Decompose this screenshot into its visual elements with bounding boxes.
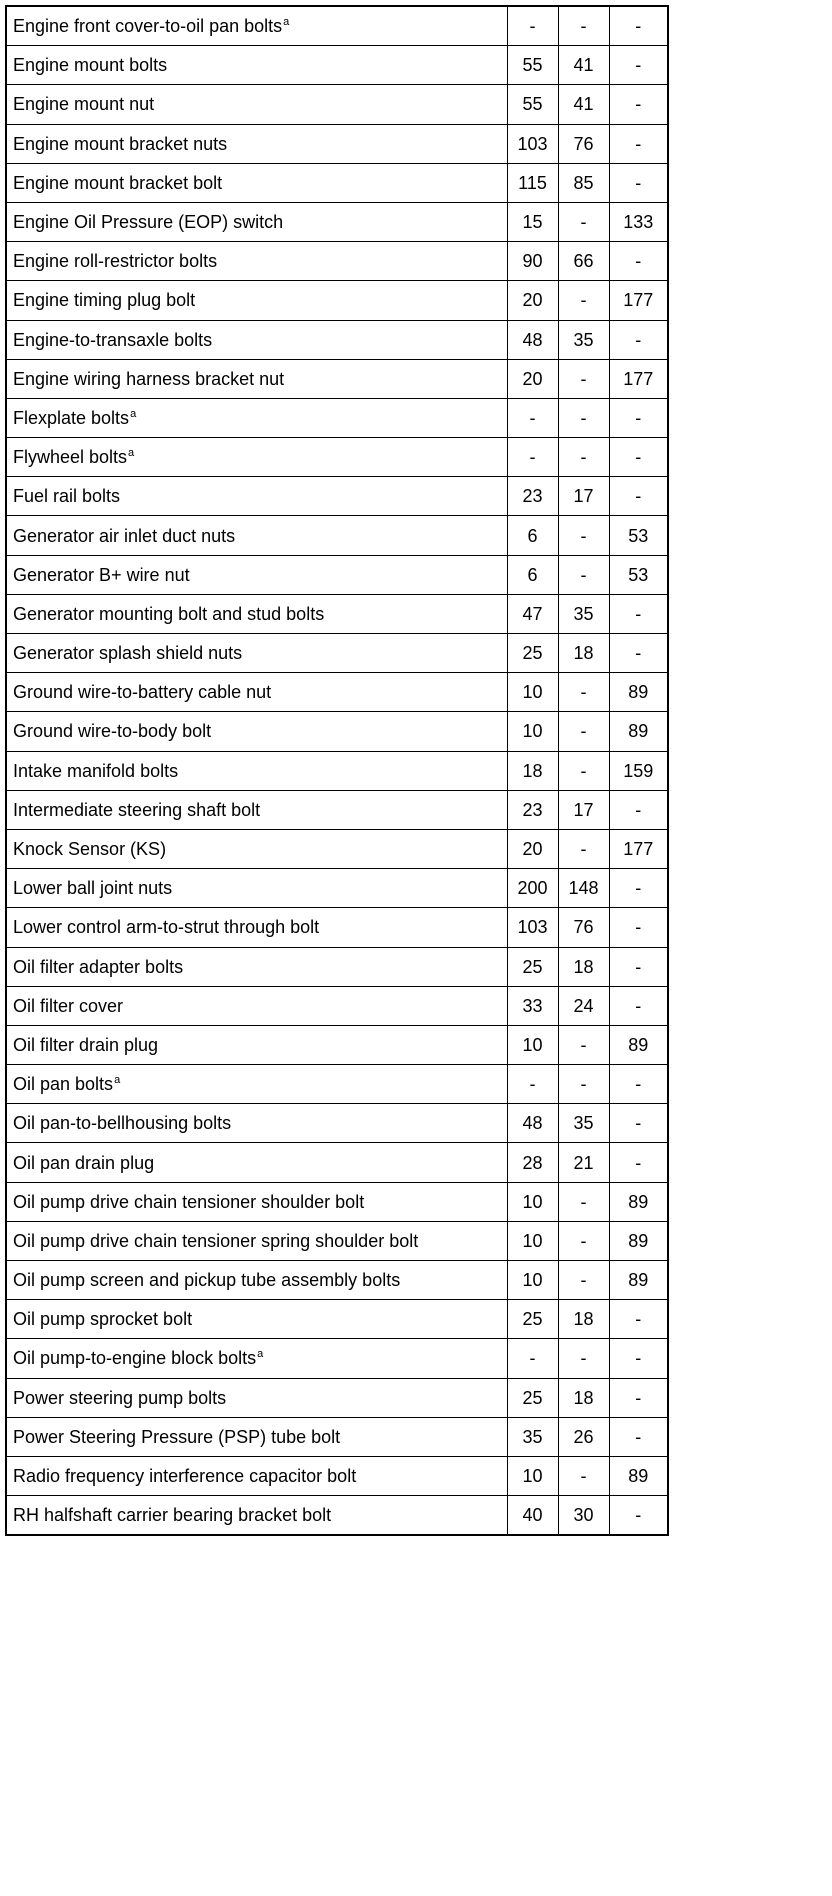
torque-lbft-cell: 18 [558,1378,609,1417]
torque-lbin-cell: - [609,1065,668,1104]
torque-lbft-cell: 148 [558,869,609,908]
torque-lbin-cell: - [609,6,668,46]
torque-nm-cell: 10 [507,712,558,751]
torque-lbin-cell: - [609,1300,668,1339]
torque-lbin-cell: 177 [609,829,668,868]
component-name: Ground wire-to-body bolt [13,721,212,742]
component-name-cell [6,1496,507,1536]
component-name: Intake manifold bolts [13,760,179,781]
table-row [6,1496,668,1536]
torque-lbin-cell: - [609,594,668,633]
torque-lbin-cell: - [609,1143,668,1182]
torque-lbft-cell: 35 [558,320,609,359]
torque-nm-cell: 18 [507,751,558,790]
footnote-marker: a [283,16,290,29]
torque-lbft-cell: 35 [558,1104,609,1143]
component-name-cell [6,242,507,281]
component-name-cell [6,1417,507,1456]
component-name-cell [6,869,507,908]
component-name-cell [6,124,507,163]
torque-nm-cell: 23 [507,790,558,829]
torque-lbin-cell: 89 [609,1261,668,1300]
torque-lbft-cell: - [558,751,609,790]
torque-nm-cell: 25 [507,1300,558,1339]
torque-lbft-cell: - [558,1025,609,1064]
table-row [6,908,668,947]
torque-lbft-cell: 26 [558,1417,609,1456]
table-row [6,790,668,829]
torque-lbin-cell: - [609,1496,668,1536]
torque-nm-cell: 33 [507,986,558,1025]
table-row [6,398,668,437]
component-name-cell [6,790,507,829]
torque-lbft-cell: 17 [558,790,609,829]
torque-nm-cell: 103 [507,124,558,163]
component-name-cell [6,6,507,46]
component-name: Oil pan-to-bellhousing bolts [13,1113,232,1134]
torque-spec-table [5,5,669,1536]
table-row [6,751,668,790]
component-name: Lower ball joint nuts [13,878,173,899]
component-name-cell [6,1261,507,1300]
torque-nm-cell: 10 [507,1261,558,1300]
component-name-cell [6,202,507,241]
footnote-marker: a [130,407,137,420]
table-row [6,202,668,241]
torque-lbft-cell: - [558,555,609,594]
component-name: Generator B+ wire nut [13,564,190,585]
torque-nm-cell: 48 [507,320,558,359]
table-row [6,673,668,712]
torque-nm-cell: 10 [507,1182,558,1221]
component-name: Power steering pump bolts [13,1387,227,1408]
torque-lbft-cell: 76 [558,908,609,947]
table-row [6,986,668,1025]
component-name-cell [6,46,507,85]
torque-nm-cell: 90 [507,242,558,281]
table-row [6,6,668,46]
table-row [6,1065,668,1104]
table-row [6,947,668,986]
torque-nm-cell: 15 [507,202,558,241]
component-name-cell [6,1300,507,1339]
component-name-cell [6,477,507,516]
component-name: Flexplate bolts [13,407,130,428]
torque-nm-cell: 10 [507,673,558,712]
torque-lbin-cell: - [609,947,668,986]
torque-nm-cell: 20 [507,281,558,320]
torque-nm-cell: - [507,6,558,46]
table-row [6,1261,668,1300]
torque-lbft-cell: - [558,1261,609,1300]
component-name-cell [6,712,507,751]
table-row [6,46,668,85]
table-row [6,1221,668,1260]
component-name-cell [6,281,507,320]
torque-lbin-cell: - [609,869,668,908]
component-name: Oil pump sprocket bolt [13,1309,193,1330]
torque-lbin-cell: 89 [609,1456,668,1495]
torque-lbft-cell: 66 [558,242,609,281]
component-name-cell [6,555,507,594]
table-row [6,869,668,908]
component-name: Engine mount bolts [13,55,168,76]
component-name: Engine timing plug bolt [13,290,196,311]
component-name-cell [6,438,507,477]
torque-nm-cell: 20 [507,359,558,398]
component-name: Engine mount bracket nuts [13,133,228,154]
torque-lbin-cell: - [609,320,668,359]
component-name-cell [6,908,507,947]
component-name: Generator splash shield nuts [13,643,243,664]
table-row [6,1456,668,1495]
torque-lbin-cell: - [609,908,668,947]
component-name-cell [6,1182,507,1221]
torque-lbin-cell: 177 [609,281,668,320]
component-name: Engine Oil Pressure (EOP) switch [13,212,284,233]
torque-lbin-cell: - [609,986,668,1025]
torque-lbft-cell: - [558,829,609,868]
table-row [6,124,668,163]
component-name-cell [6,1456,507,1495]
torque-lbft-cell: - [558,1339,609,1378]
table-row [6,1143,668,1182]
component-name: Oil pan bolts [13,1074,114,1095]
torque-lbin-cell: - [609,477,668,516]
table-row [6,477,668,516]
component-name: Generator mounting bolt and stud bolts [13,603,325,624]
torque-lbft-cell: 41 [558,46,609,85]
torque-lbin-cell: 177 [609,359,668,398]
torque-nm-cell: - [507,398,558,437]
component-name-cell [6,359,507,398]
torque-lbin-cell: - [609,1339,668,1378]
torque-lbin-cell: - [609,1104,668,1143]
torque-lbft-cell: 30 [558,1496,609,1536]
component-name-cell [6,1065,507,1104]
torque-lbft-cell: 21 [558,1143,609,1182]
component-name-cell [6,634,507,673]
torque-lbft-cell: - [558,1221,609,1260]
torque-lbft-cell: - [558,1065,609,1104]
component-name-cell [6,986,507,1025]
component-name-cell [6,320,507,359]
torque-nm-cell: 40 [507,1496,558,1536]
component-name: Oil pump-to-engine block bolts [13,1348,257,1369]
torque-lbft-cell: 17 [558,477,609,516]
component-name: Engine mount nut [13,94,155,115]
torque-lbft-cell: 35 [558,594,609,633]
torque-nm-cell: 6 [507,516,558,555]
table-row [6,829,668,868]
torque-lbft-cell: - [558,359,609,398]
torque-lbft-cell: - [558,1456,609,1495]
component-name: Oil pan drain plug [13,1152,155,1173]
component-name: Oil pump drive chain tensioner shoulder bolt [13,1191,365,1212]
torque-lbin-cell: - [609,398,668,437]
torque-lbin-cell: - [609,438,668,477]
component-name: Engine roll-restrictor bolts [13,251,218,272]
torque-nm-cell: 6 [507,555,558,594]
torque-lbin-cell: - [609,163,668,202]
table-row [6,594,668,633]
footnote-marker: a [128,447,135,460]
torque-nm-cell: - [507,1339,558,1378]
torque-lbft-cell: 85 [558,163,609,202]
component-name-cell [6,516,507,555]
torque-nm-cell: 48 [507,1104,558,1143]
component-name-cell [6,1025,507,1064]
table-row [6,712,668,751]
footnote-marker: a [114,1074,121,1087]
torque-nm-cell: - [507,1065,558,1104]
torque-nm-cell: 55 [507,46,558,85]
torque-lbft-cell: 41 [558,85,609,124]
torque-lbft-cell: 24 [558,986,609,1025]
table-row [6,85,668,124]
component-name-cell [6,1339,507,1378]
component-name: Ground wire-to-battery cable nut [13,682,272,703]
component-name-cell [6,947,507,986]
torque-lbft-cell: - [558,438,609,477]
component-name: Flywheel bolts [13,447,128,468]
torque-lbin-cell: 159 [609,751,668,790]
torque-lbft-cell: - [558,202,609,241]
component-name-cell [6,85,507,124]
torque-nm-cell: 20 [507,829,558,868]
component-name: Oil pump drive chain tensioner spring shoulder bolt [13,1230,419,1251]
component-name: Oil filter cover [13,995,124,1016]
torque-lbft-cell: - [558,1182,609,1221]
component-name: Knock Sensor (KS) [13,839,167,860]
torque-nm-cell: 115 [507,163,558,202]
torque-lbft-cell: - [558,712,609,751]
component-name-cell [6,398,507,437]
component-name: Engine front cover-to-oil pan bolts [13,16,283,37]
table-row [6,1417,668,1456]
torque-nm-cell: 103 [507,908,558,947]
component-name: Lower control arm-to-strut through bolt [13,917,320,938]
component-name: Fuel rail bolts [13,486,121,507]
footnote-marker: a [257,1348,264,1361]
torque-lbin-cell: 89 [609,673,668,712]
torque-nm-cell: 23 [507,477,558,516]
component-name: Intermediate steering shaft bolt [13,799,261,820]
table-row [6,320,668,359]
component-name-cell [6,751,507,790]
torque-lbft-cell: 18 [558,1300,609,1339]
torque-nm-cell: 35 [507,1417,558,1456]
torque-lbft-cell: 18 [558,634,609,673]
component-name: Engine-to-transaxle bolts [13,329,213,350]
torque-lbin-cell: - [609,1417,668,1456]
torque-lbft-cell: - [558,516,609,555]
torque-nm-cell: 200 [507,869,558,908]
component-name-cell [6,1104,507,1143]
component-name-cell [6,673,507,712]
torque-lbft-cell: - [558,281,609,320]
component-name-cell [6,594,507,633]
component-name-cell [6,1143,507,1182]
torque-lbft-cell: 18 [558,947,609,986]
table-row [6,359,668,398]
component-name: Oil filter drain plug [13,1034,159,1055]
torque-nm-cell: 28 [507,1143,558,1182]
torque-lbin-cell: 53 [609,516,668,555]
table-row [6,1300,668,1339]
table-row [6,1182,668,1221]
torque-nm-cell: 10 [507,1025,558,1064]
table-row [6,1339,668,1378]
component-name: Generator air inlet duct nuts [13,525,236,546]
torque-nm-cell: 25 [507,634,558,673]
torque-lbft-cell: - [558,398,609,437]
component-name: Power Steering Pressure (PSP) tube bolt [13,1426,341,1447]
table-row [6,163,668,202]
torque-nm-cell: 10 [507,1456,558,1495]
component-name-cell [6,1378,507,1417]
torque-lbin-cell: - [609,1378,668,1417]
component-name-cell [6,829,507,868]
torque-lbft-cell: - [558,673,609,712]
table-row [6,438,668,477]
torque-nm-cell: 47 [507,594,558,633]
torque-lbin-cell: - [609,790,668,829]
table-row [6,634,668,673]
table-row [6,281,668,320]
torque-lbin-cell: 89 [609,1182,668,1221]
torque-lbin-cell: - [609,85,668,124]
component-name: Engine wiring harness bracket nut [13,368,285,389]
table-row [6,1378,668,1417]
table-row [6,1025,668,1064]
table-row [6,555,668,594]
torque-lbin-cell: 89 [609,1025,668,1064]
torque-lbin-cell: - [609,124,668,163]
torque-spec-table-body [6,6,668,1535]
component-name-cell [6,1221,507,1260]
torque-lbin-cell: 133 [609,202,668,241]
torque-nm-cell: 55 [507,85,558,124]
torque-lbin-cell: 89 [609,712,668,751]
torque-lbin-cell: - [609,242,668,281]
torque-nm-cell: 10 [507,1221,558,1260]
torque-lbft-cell: - [558,6,609,46]
component-name: Engine mount bracket bolt [13,172,223,193]
torque-lbin-cell: 53 [609,555,668,594]
component-name: RH halfshaft carrier bearing bracket bolt [13,1505,332,1526]
table-row [6,1104,668,1143]
component-name: Oil filter adapter bolts [13,956,184,977]
table-row [6,516,668,555]
torque-nm-cell: 25 [507,947,558,986]
component-name-cell [6,163,507,202]
torque-lbin-cell: 89 [609,1221,668,1260]
torque-lbin-cell: - [609,46,668,85]
component-name: Oil pump screen and pickup tube assembly bolts [13,1270,401,1291]
torque-nm-cell: - [507,438,558,477]
torque-lbin-cell: - [609,634,668,673]
component-name: Radio frequency interference capacitor bolt [13,1466,357,1487]
torque-nm-cell: 25 [507,1378,558,1417]
table-row [6,242,668,281]
torque-lbft-cell: 76 [558,124,609,163]
